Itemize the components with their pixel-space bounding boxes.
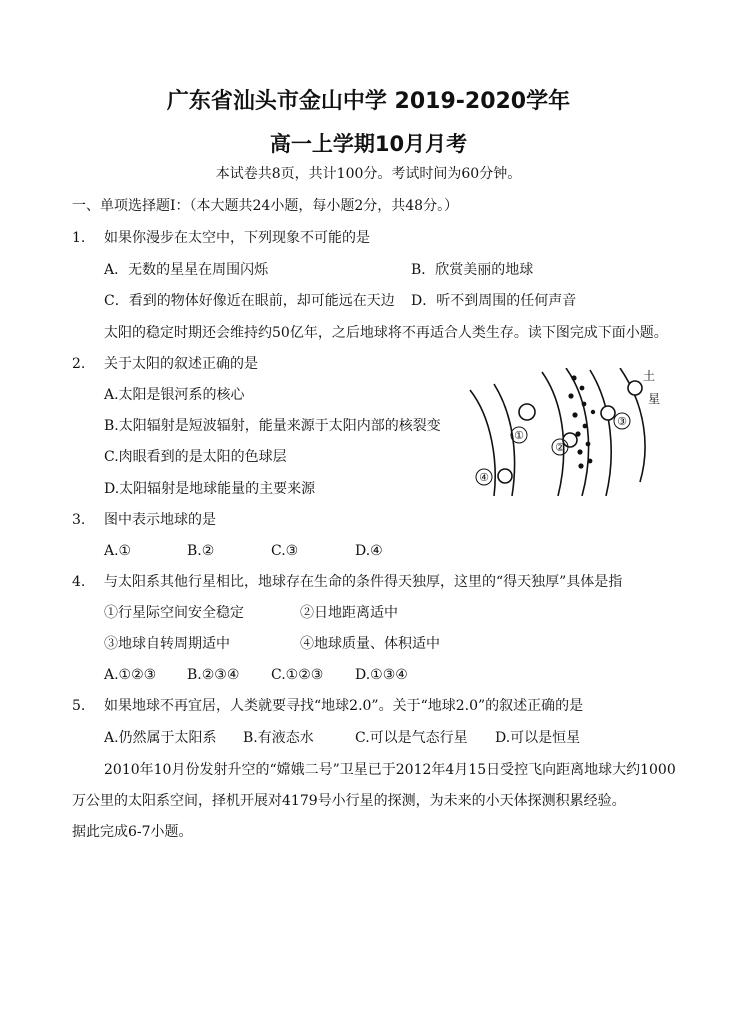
question-5-stem: 如果地球不再宜居，人类就要寻找“地球2.0”。关于“地球2.0”的叙述正确的是: [104, 698, 584, 714]
question-4-item-3: ③地球自转周期适中: [104, 636, 230, 652]
question-1-option-d: D．听不到周围的任何声音: [411, 293, 577, 309]
section-heading: 一、单项选择题I：（本大题共24小题，每小题2分，共48分。）: [72, 198, 459, 214]
question-5-option-c: C.可以是气态行星: [355, 730, 468, 746]
question-1-option-a: A．无数的星星在周围闪烁: [104, 262, 269, 278]
passage-2-line-1: 2010年10月份发射升空的“嫦娥二号”卫星已于2012年4月15日受控飞向距离地球大约1000: [104, 762, 676, 778]
question-2-option-b: B.太阳辐射是短波辐射，能量来源于太阳内部的核裂变: [104, 418, 441, 434]
question-5-option-b: B.有液态水: [243, 730, 314, 746]
question-3-option-c: C.③: [271, 543, 299, 559]
saturn-planet: [628, 381, 642, 395]
planet-near-marker-3: [601, 406, 615, 420]
question-3-option-d: D.④: [355, 543, 383, 559]
question-4-option-c: C.①②③: [271, 667, 324, 683]
asteroid-belt: [568, 375, 595, 468]
exam-title: 广东省汕头市金山中学 2019-2020学年: [166, 89, 571, 114]
question-3-number: 3.: [72, 512, 86, 528]
question-2-number: 2.: [72, 356, 86, 372]
marker-1-label: ①: [514, 429, 524, 442]
marker-4-label: ④: [479, 471, 489, 484]
passage-2-line-2: 万公里的太阳系空间，择机开展对4179号小行星的探测，为未来的小天体探测积累经验。: [72, 793, 626, 809]
passage-2-line-3: 据此完成6-7小题。: [72, 824, 193, 840]
question-4-item-2: ②日地距离适中: [300, 605, 398, 621]
question-4-option-a: A.①②③: [104, 667, 157, 683]
solar-system-diagram: [462, 368, 668, 496]
question-3-option-b: B.②: [187, 543, 215, 559]
question-3-stem: 图中表示地球的是: [104, 512, 216, 528]
question-4-item-1: ①行星际空间安全稳定: [104, 605, 244, 621]
question-4-stem: 与太阳系其他行星相比，地球存在生命的条件得天独厚，这里的“得天独厚”具体是指: [104, 574, 623, 590]
question-2-option-d: D.太阳辐射是地球能量的主要来源: [104, 481, 316, 497]
marker-2-label: ②: [555, 441, 565, 454]
question-3-option-a: A.①: [104, 543, 132, 559]
question-4-option-b: B.②③④: [187, 667, 240, 683]
marker-3-label: ③: [617, 415, 627, 428]
planet-near-marker-1: [519, 404, 535, 420]
question-1-number: 1.: [72, 230, 86, 246]
exam-info: 本试卷共8页，共计100分。考试时间为60分钟。: [215, 166, 522, 182]
question-4-number: 4.: [72, 574, 86, 590]
saturn-label-char-2: 星: [648, 392, 661, 406]
question-2-option-c: C.肉眼看到的是太阳的色球层: [104, 449, 287, 465]
question-5-number: 5.: [72, 698, 86, 714]
orbit-line-3: [542, 372, 564, 496]
planet-near-marker-4: [498, 469, 512, 483]
orbit-line-5: [590, 370, 611, 496]
question-1-option-c: C．看到的物体好像近在眼前，却可能远在天边: [104, 293, 395, 309]
question-1-option-b: B．欣赏美丽的地球: [411, 262, 534, 278]
question-2-option-a: A.太阳是银河系的核心: [104, 387, 245, 403]
question-1-stem: 如果你漫步在太空中，下列现象不可能的是: [104, 230, 370, 246]
question-5-option-a: A.仍然属于太阳系: [104, 730, 217, 746]
question-4-option-d: D.①③④: [355, 667, 408, 683]
question-4-item-4: ④地球质量、体积适中: [300, 636, 440, 652]
saturn-label-char-1: 土: [643, 369, 656, 383]
question-2-stem: 关于太阳的叙述正确的是: [104, 356, 258, 372]
passage-1: 太阳的稳定时期还会维持约50亿年，之后地球将不再适合人类生存。读下图完成下面小题。: [104, 325, 668, 341]
planet-near-marker-2: [563, 433, 577, 447]
question-5-option-d: D.可以是恒星: [495, 730, 581, 746]
exam-subtitle: 高一上学期10月月考: [269, 132, 468, 156]
